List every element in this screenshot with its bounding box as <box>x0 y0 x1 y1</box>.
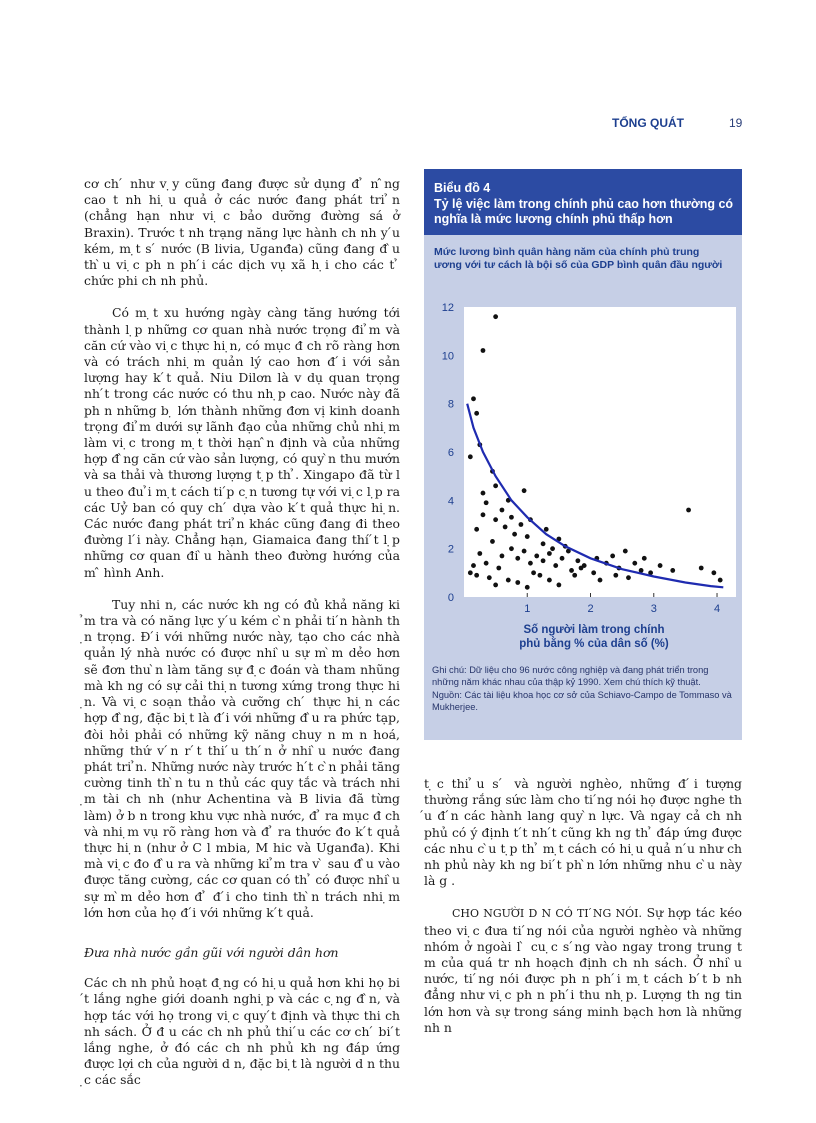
data-point <box>550 546 555 551</box>
data-point <box>471 563 476 568</box>
data-point <box>547 551 552 556</box>
paragraph: Các ch nh phủ hoạt đ ̣ng có hi ̣u quả hơn khi họ bi ́t lắng nghe giới doanh nghi ̣p và các c ̣ng đ ̀n, và hợp tác với họ trong vi ̣c quy ́t định và thực thi ch nh sách. Ở đ u các ch nh phủ thi ́u các cơ ch ́ bi ́t lắng nghe, ở đó các ch nh phủ kh ng đáp ứng được lợi ch của người d n, đặc bi ̣t là người d n thu ̣c các sắc <box>84 975 400 1088</box>
data-point <box>591 570 596 575</box>
data-point <box>474 573 479 578</box>
data-point <box>556 583 561 588</box>
data-point <box>575 558 580 563</box>
paragraph: t ̣c thi ̉u s ́ và người nghèo, những đ ́i tượng thường rắng sức làm cho ti ́ng nói họ được nghe th ́u đ ́n các hành lang quy ̀n lực. Và ngay cả ch nh phủ có ý định t ́t nh ́t cũng kh ng th ̉ đáp ứng được các nhu c ̀u t ̣p th ̉ m ̣t cách có hi ̣u quả n ́u như ch nh phủ này kh ng bi ́t ph ̀n lớn những nhu c ̀u này là g . <box>424 776 742 889</box>
figure-note: Ghi chú: Dữ liệu cho 96 nước công nghiệp và đang phát triển trong những năm khác nhau của thập kỷ 1990. Xem chú thích kỹ thuật. <box>432 665 709 687</box>
data-point <box>477 551 482 556</box>
left-text-column <box>84 176 400 1089</box>
paragraph: cơ ch ́ như v ̣y cũng đang được sử dụng đ ̉ n ̂ng cao t nh hi ̣u quả ở các nước đang phát tri ̉n (chẳng hạn như vi ̣c bảo dưỡng đường sá ở Braxin). Trước t nh trạng năng lực hành ch nh y ́u kém, m ̣t s ́ nước (B livia, Uganđa) cũng đang đ ̀u th ̀u vi ̣c ph n ph ́i các dịch vụ xã h ̣i cho các t ̉ chức phi ch nh phủ. <box>84 176 400 289</box>
data-point <box>493 314 498 319</box>
data-point <box>474 527 479 532</box>
figure-source: Nguồn: Các tài liệu khoa học cơ sở của Schiavo-Campo de Tommaso và Mukherjee. <box>432 690 732 712</box>
data-point <box>525 585 530 590</box>
x-axis-label-line-2: phủ bằng % của dân số (%) <box>519 638 669 650</box>
chart-title: Mức lương bình quân hàng năm của chính phủ trung ương với tư cách là bội số của GDP bình quân đầu người <box>434 246 723 271</box>
data-point <box>534 554 539 559</box>
data-point <box>699 566 704 571</box>
data-point <box>531 570 536 575</box>
data-point <box>560 556 565 561</box>
running-head <box>612 116 752 132</box>
data-point <box>519 522 524 527</box>
page-number: 19 <box>729 116 743 130</box>
x-tick-label: 2 <box>587 603 594 615</box>
figure-notes <box>432 665 736 715</box>
x-tick-label: 4 <box>713 603 721 615</box>
data-point <box>500 508 505 513</box>
y-tick-label: 4 <box>447 495 454 508</box>
data-point <box>538 573 543 578</box>
data-point <box>515 556 520 561</box>
data-point <box>626 575 631 580</box>
data-point <box>484 561 489 566</box>
x-tick-label: 1 <box>524 603 531 615</box>
data-point <box>632 561 637 566</box>
data-point <box>509 515 514 520</box>
y-tick-label: 2 <box>447 543 454 556</box>
data-point <box>503 525 508 530</box>
data-point <box>670 568 675 573</box>
data-point <box>547 578 552 583</box>
data-point <box>528 561 533 566</box>
paragraph: Có m ̣t xu hướng ngày càng tăng hướng tới thành l ̣p những cơ quan nhà nước trọng đi ̉m và căn cứ vào vi ̣c thực hi ̣n, có mục đ ch rõ ràng hơn và có trách nhi ̣m quản lý cao hơn đ ́i với sản lượng hay k ́t quả. Niu Dilơn là v dụ quan trọng nh ́t trong các nước có thu nh ̣p cao. Nước này đã ph n những b ̣ lớn thành những đơn vị kinh doanh trọng đi ̉m dưới sự lãnh đạo của những chủ nhi ̣m làm vi ̣c trong m ̣t thời hạn ̂n định và của những hợp đ ̀ng căn cứ vào sản lượng, có quy ̀n thu mướn và sa thải và thương lượng t ̣p th ̉. Xingapo đã từ l u theo đu ̉i m ̣t cách ti ́p c ̣n tương tự với vi ̣c l ̣p ra các Uỷ ban có quy ch ́ dựa vào k ́t quả thực hi ̣n. Các nước đang phát tri ̉n khác cũng đang đi theo đường l ́i này. Chẳng hạn, Giamaica đang thí ́t l ̣p những cơ quan đi ̀u hành theo đường hướng của m ̂ hình Anh. <box>84 305 400 580</box>
y-tick-label: 12 <box>441 302 454 314</box>
data-point <box>541 541 546 546</box>
y-tick-label: 8 <box>447 398 454 411</box>
paragraph <box>424 905 742 1036</box>
data-point <box>718 578 723 583</box>
data-point <box>509 546 514 551</box>
paragraph: Tuy nhi n, các nước kh ng có đủ khả năng ki ̉m tra và có năng lực y ́u kém c ̀n phải ti ́n hành th ̣n trọng. Đ ́i với những nước này, tạo cho các nhà quản lý nhà nước có được nhi ̀u sự m ̀m dẻo hơn sẽ đơn thu ̀n làm tăng sự đ ̣c đoán và tham nhũng mà kh ng có sự cải thi ̣n tương xứng trong thực hi ̣n. Và vi ̣c soạn thảo và cưỡng ch ́ thực hi ̣n các hợp đ ̀ng, đặc bi ̣t là đ ́i với những đ ̀u ra phức tạp, đòi hỏi phải có những kỹ năng chuy n m n hoá, những thứ v ́n r ́t thi ́u th ́n ở nhi ̀u nước đang phát tri ̉n. Những nước này trước h ́t c ̀n phải tăng cường tinh th ̀n tu n thủ các quy tắc và trách nhi ̣m tài ch nh (như Achentina và B livia đã từng làm) ở b n trong khu vực nhà nước, đ ̉ ra mục đ ch và nhi ̣m vụ rõ ràng hơn và đ ̉ ra thước đo k ́t quả thực hi ̣n (như ở C l mbia, M hic và Uganđa). Khi mà vi ̣c đo đ ̀u ra và những ki ̉m tra v ̀ sau đ ̀u vào được tăng cường, các cơ quan có th ̉ có được nhi ̀u sự m ̀m dẻo hơn đ ̉ đ ́i cho tinh th ̀n trách nhi ̣m lớn hơn của họ đ ́i với những k ́t quả. <box>84 596 400 920</box>
data-point <box>686 508 691 513</box>
data-point <box>481 491 486 496</box>
x-axis-label: Số người làm trong chính <box>523 624 665 636</box>
section-subheading: Đưa nhà nước gần gũi với người dân hơn <box>84 944 339 960</box>
data-point <box>598 578 603 583</box>
paragraph-body: Sự hợp tác kéo theo vi ̣c đưa ti ́ng nói của người nghèo và những nhóm ở ngoài l ̀ cu ̣c s ́ng vào ngay trong trung t m của quá tr nh hoạch định ch nh sách. Ở nhi ̀u nước, ti ́ng nói được ph n ph ́i m ̣t cách b ́t b nh đẳng như vi ̣c ph n ph ́i thu nh ̣p. Lượng th ng tin lớn hơn và sự trong sáng minh bạch hơn là những nh n <box>424 905 742 1035</box>
data-point <box>610 554 615 559</box>
data-point <box>487 575 492 580</box>
data-point <box>515 580 520 585</box>
data-point <box>579 566 584 571</box>
data-point <box>569 568 574 573</box>
data-point <box>512 532 517 537</box>
data-point <box>572 573 577 578</box>
right-text-column <box>424 776 742 1036</box>
scatter-chart <box>424 169 742 659</box>
figure-label: Biểu đồ 4 <box>434 181 491 195</box>
data-point <box>544 527 549 532</box>
data-point <box>623 549 628 554</box>
data-point <box>522 488 527 493</box>
data-point <box>642 556 647 561</box>
data-point <box>471 396 476 401</box>
y-tick-label: 0 <box>447 592 454 604</box>
data-point <box>468 570 473 575</box>
data-point <box>474 411 479 416</box>
figure-title: Tỷ lệ việc làm trong chính phủ cao hơn thường có nghĩa là mức lương chính phủ thấp hơn <box>434 197 734 226</box>
data-point <box>553 563 558 568</box>
data-point <box>658 563 663 568</box>
data-point <box>493 483 498 488</box>
y-tick-label: 6 <box>447 447 454 459</box>
data-point <box>711 570 716 575</box>
data-point <box>481 512 486 517</box>
data-point <box>490 539 495 544</box>
data-point <box>496 566 501 571</box>
plot-area <box>464 307 736 597</box>
paragraph-lead-in: CHO NGƯỜI D N CÓ TI ́NG NÓI. <box>452 907 642 921</box>
data-point <box>613 573 618 578</box>
data-point <box>506 578 511 583</box>
data-point <box>468 454 473 459</box>
x-tick-label: 3 <box>650 603 657 615</box>
data-point <box>500 554 505 559</box>
section-title: TỔNG QUÁT <box>612 116 684 130</box>
data-point <box>493 517 498 522</box>
data-point <box>481 348 486 353</box>
data-point <box>522 549 527 554</box>
data-point <box>484 500 489 505</box>
data-point <box>541 558 546 563</box>
data-point <box>493 583 498 588</box>
figure-box <box>424 169 742 740</box>
data-point <box>525 534 530 539</box>
y-tick-label: 10 <box>441 350 454 363</box>
